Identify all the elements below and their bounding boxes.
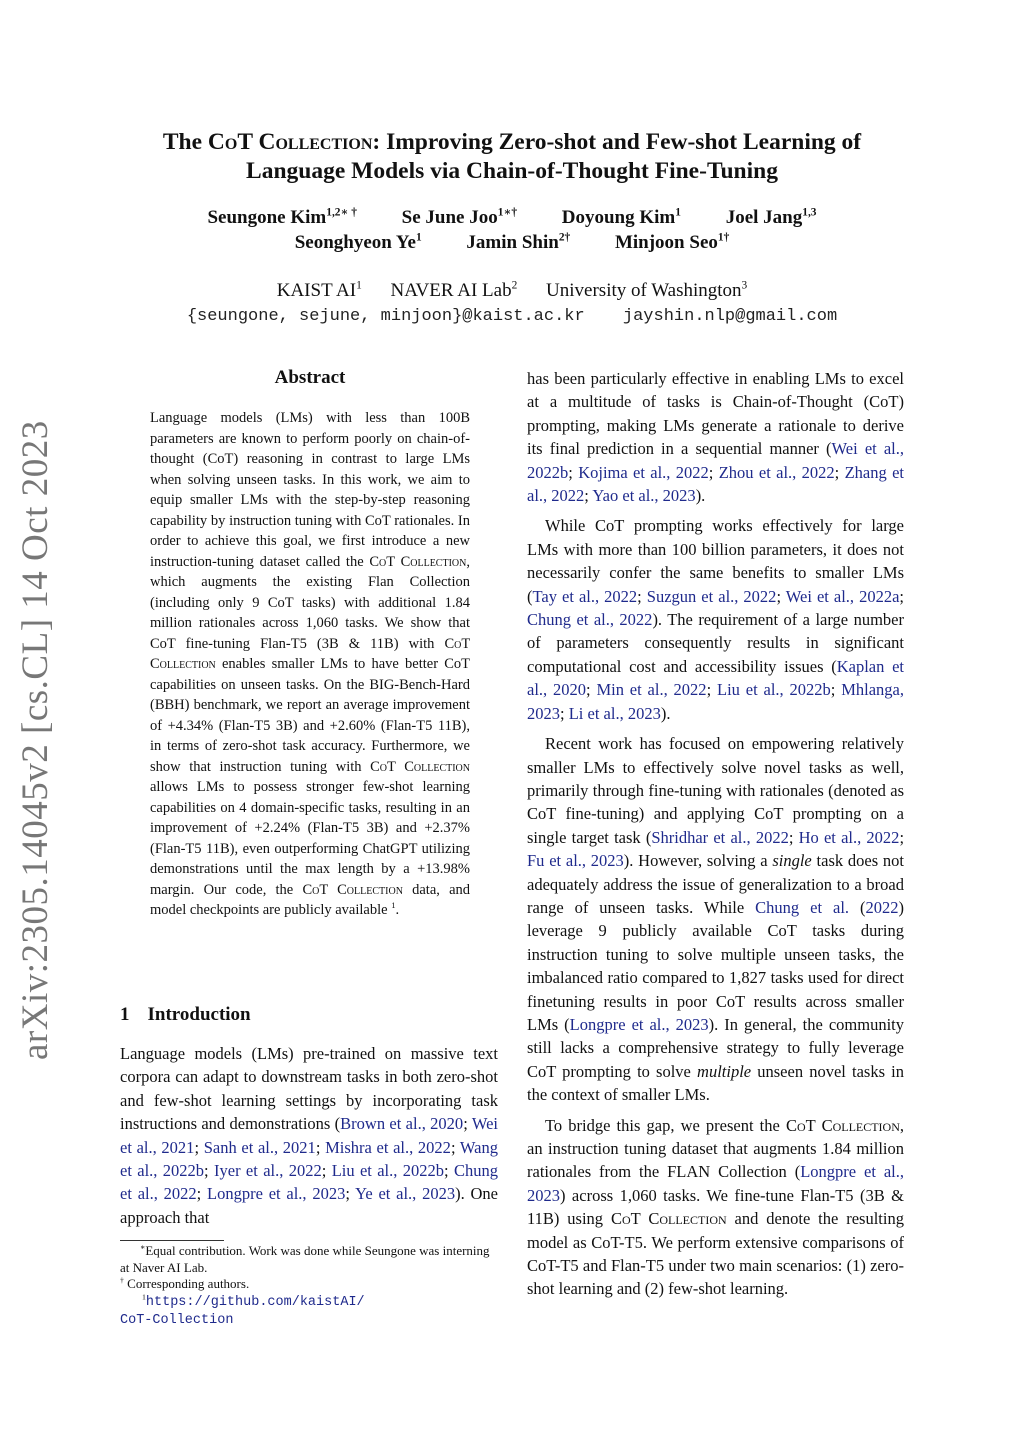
citation-link[interactable]: Yao et al., 2023 [592,486,696,506]
citation-link[interactable]: Li et al., 2023 [568,703,661,723]
arxiv-identifier-stamp: arXiv:2305.14045v2 [cs.CL] 14 Oct 2023 [15,420,56,1060]
citation-link[interactable]: Wang et al., 2022b [120,1137,498,1181]
citation-link[interactable]: Mhlanga, 2023 [527,680,904,723]
citation-link[interactable]: Mishra et al., 2022 [325,1137,451,1157]
citation-link[interactable]: Longpre et al., 2023 [569,1014,709,1034]
right-column [527,367,904,1308]
contact-emails [100,307,924,326]
citation-link[interactable]: Chung et al. [755,897,850,917]
email-gmail: jayshin.nlp@gmail.com [622,307,838,326]
citation-link[interactable]: Tay et al., 2022 [532,586,638,606]
footnote-code-url: $^1$https://github.com/kaistAI/ CoT-Collection [120,1292,365,1328]
footnote-divider [120,1240,224,1241]
citation-link[interactable]: Zhou et al., 2022 [718,462,835,482]
affiliation: University of Washington$^3$ [546,279,748,301]
github-link[interactable]: https://github.com/kaistAI/ CoT-Collection [120,1294,365,1328]
author: Jamin Shin$^{2\dagger}$ [466,231,571,253]
citation-link[interactable]: Suzgun et al., 2022 [646,586,777,606]
citation-link[interactable]: Fu et al., 2023 [527,851,624,871]
citation-link[interactable]: Liu et al., 2022b [717,680,831,700]
author: Doyoung Kim$^1$ [561,206,681,228]
citation-link[interactable]: Brown et al., 2020 [340,1114,464,1134]
abstract-body: Language models (LMs) with less than 100B parameters are known to perform poorly on chain-of-thought (CoT) reasoning in contrast to large LMs when solving unseen tasks. In this work, we aim to equip smaller LMs with the step-by-step reasoning capability by instruction tuning with CoT rationales. In order to achieve this goal, we first introduce a new instruction-tuning dataset called the CoT Collection, which augments the existing Flan Collection (including only 9 CoT tasks) with additional 1.84 million rationales across 1,060 tasks. We show that CoT fine-tuning Flan-T5 (3B & 11B) with CoT Collection enables smaller LMs to have better CoT capabilities on unseen tasks. On the BIG-Bench-Hard (BBH) benchmark, we report an average improvement of +4.34% (Flan-T5 3B) and +2.60% (Flan-T5 11B), in terms of zero-shot task accuracy. Furthermore, we show that instruction tuning with CoT Collection allows LMs to possess stronger few-shot learning capabilities on 4 domain-specific tasks, resulting in an improvement of +2.24% (Flan-T5 3B) and +2.37% (Flan-T5 11B), even outperforming ChatGPT utilizing demonstrations until the max length by a +13.98% margin. Our code, the CoT Collection data, and model checkpoints are publicly available $^1$. [150,410,471,918]
citation-link[interactable]: Iyer et al., 2022 [214,1161,322,1181]
citation-link[interactable]: Longpre et al., 2023 [527,1162,904,1205]
citation-link[interactable]: Wei et al., 2022a [785,586,900,606]
citation-link[interactable]: Ho et al., 2022 [798,827,900,847]
section-heading-introduction: 1 Introduction [120,1004,251,1025]
author: Joel Jang$^{1,3}$ [725,206,817,228]
footnote-equal-contribution: ∗Equal contribution. Work was done while Seungone was interning at Naver AI Lab. [120,1242,490,1275]
intro-paragraph-1-continued: has been particularly effective in enabling LMs to excel at a multitude of tasks is Chain-of-Thought (CoT) prompting, making LMs generate a rationale to derive its final prediction in a sequential manner (Wei et al., 2022b; Kojima et al., 2022; Zhou et al., 2022; Zhang et al., 2022; Yao et al., 2023). [527,369,904,506]
intro-paragraph-2: While CoT prompting works effectively for large LMs with more than 100 billion parameters, it does not necessarily confer the same benefits to smaller LMs (Tay et al., 2022; Suzgun et al., 2022; Wei et al., 2022a; Chung et al., 2022). The requirement of a large number of parameters consequently results in significant computational cost and accessibility issues (Kaplan et al., 2020; Min et al., 2022; Liu et al., 2022b; Mhlanga, 2023; Li et al., 2023). [527,516,904,723]
citation-link[interactable]: Wei et al., 2022b [527,439,904,482]
citation-link[interactable]: Longpre et al., 2023 [207,1184,346,1204]
author: Seungone Kim$^{1,2∗ \dagger}$ [207,206,357,228]
citation-link[interactable]: Chung et al., 2022 [527,610,653,630]
citation-link[interactable]: Zhang et al., 2022 [527,462,904,506]
footnotes [120,1243,500,1330]
footnote-mark-1[interactable]: 1 [391,900,396,911]
affiliation: NAVER AI Lab$^2$ [390,279,518,301]
citation-link[interactable]: Shridhar et al., 2022 [651,827,789,847]
citation-link[interactable]: 2022 [865,897,899,917]
abstract-heading: Abstract [274,367,346,388]
citation-link[interactable]: Wei et al., 2021 [120,1114,498,1157]
footnote-corresponding: † Corresponding authors. [120,1275,250,1291]
author-list-line-1 [100,207,924,229]
citation-link[interactable]: Sanh et al., 2021 [203,1137,316,1157]
citation-link[interactable]: Liu et al., 2022b [331,1161,445,1181]
intro-paragraph-4: To bridge this gap, we present the CoT Collection, an instruction tuning dataset that augments 1.84 million rationales from the FLAN Collection (Longpre et al., 2023) across 1,060 tasks. We fine-tune Flan-T5 (3B & 11B) using CoT Collection and denote the resulting model as CoT-T5. We perform extensive comparisons of CoT-T5 and Flan-T5 under two main scenarios: (1) zero-shot learning and (2) few-shot learning. [527,1115,905,1299]
author: Minjoon Seo$^{1\dagger}$ [614,231,730,253]
author: Se June Joo$^{1∗\dagger}$ [401,206,518,228]
affiliation: KAIST $AI^1$ [276,279,362,301]
email-kaist: {seungone, sejune, minjoon}@kaist.ac.kr [186,307,585,326]
author: Seonghyeon Ye$^1$ [294,231,422,253]
intro-paragraph-1: Language models (LMs) pre-trained on massive text corpora can adapt to downstream tasks in both zero-shot and few-shot learning settings by incorporating task instructions and demonstrations (Brown et al., 2020; Wei et al., 2021; Sanh et al., 2021; Mishra et al., 2022; Wang et al., 2022b; Iyer et al., 2022; Liu et al., 2022b; Chung et al., 2022; Longpre et al., 2023; Ye et al., 2023). One approach that [120,1044,499,1227]
citation-link[interactable]: Min et al., 2022 [596,680,707,700]
affiliations [100,280,924,302]
paper-title: The CoT Collection: Improving Zero-shot and Few-shot Learning of Language Models via Chain-of-Thought Fine-Tuning [162,129,862,184]
author-list-line-2 [100,232,924,254]
citation-link[interactable]: Kaplan et al., 2020 [527,656,904,700]
citation-link[interactable]: Kojima et al., 2022 [578,462,709,482]
citation-link[interactable]: Ye et al., 2023 [355,1184,456,1204]
intro-paragraph-3: Recent work has focused on empowering relatively smaller LMs to effectively solve novel tasks as well, primarily through fine-tuning with rationales (denoted as CoT fine-tuning) and applying CoT prompting on a single target task (Shridhar et al., 2022; Ho et al., 2022; Fu et al., 2023). However, solving a single task does not adequately address the issue of generalization to a broad range of unseen tasks. While Chung et al. (2022) leverage 9 publicly available CoT tasks during instruction tuning to solve multiple unseen tasks, the imbalanced ratio compared to 1,827 tasks used for direct finetuning results in poor CoT results across smaller LMs (Longpre et al., 2023). In general, the community still lacks a comprehensive strategy to fully leverage CoT prompting to solve multiple unseen novel tasks in the context of smaller LMs. [527,734,905,1105]
citation-link[interactable]: Chung et al., 2022 [120,1161,498,1204]
